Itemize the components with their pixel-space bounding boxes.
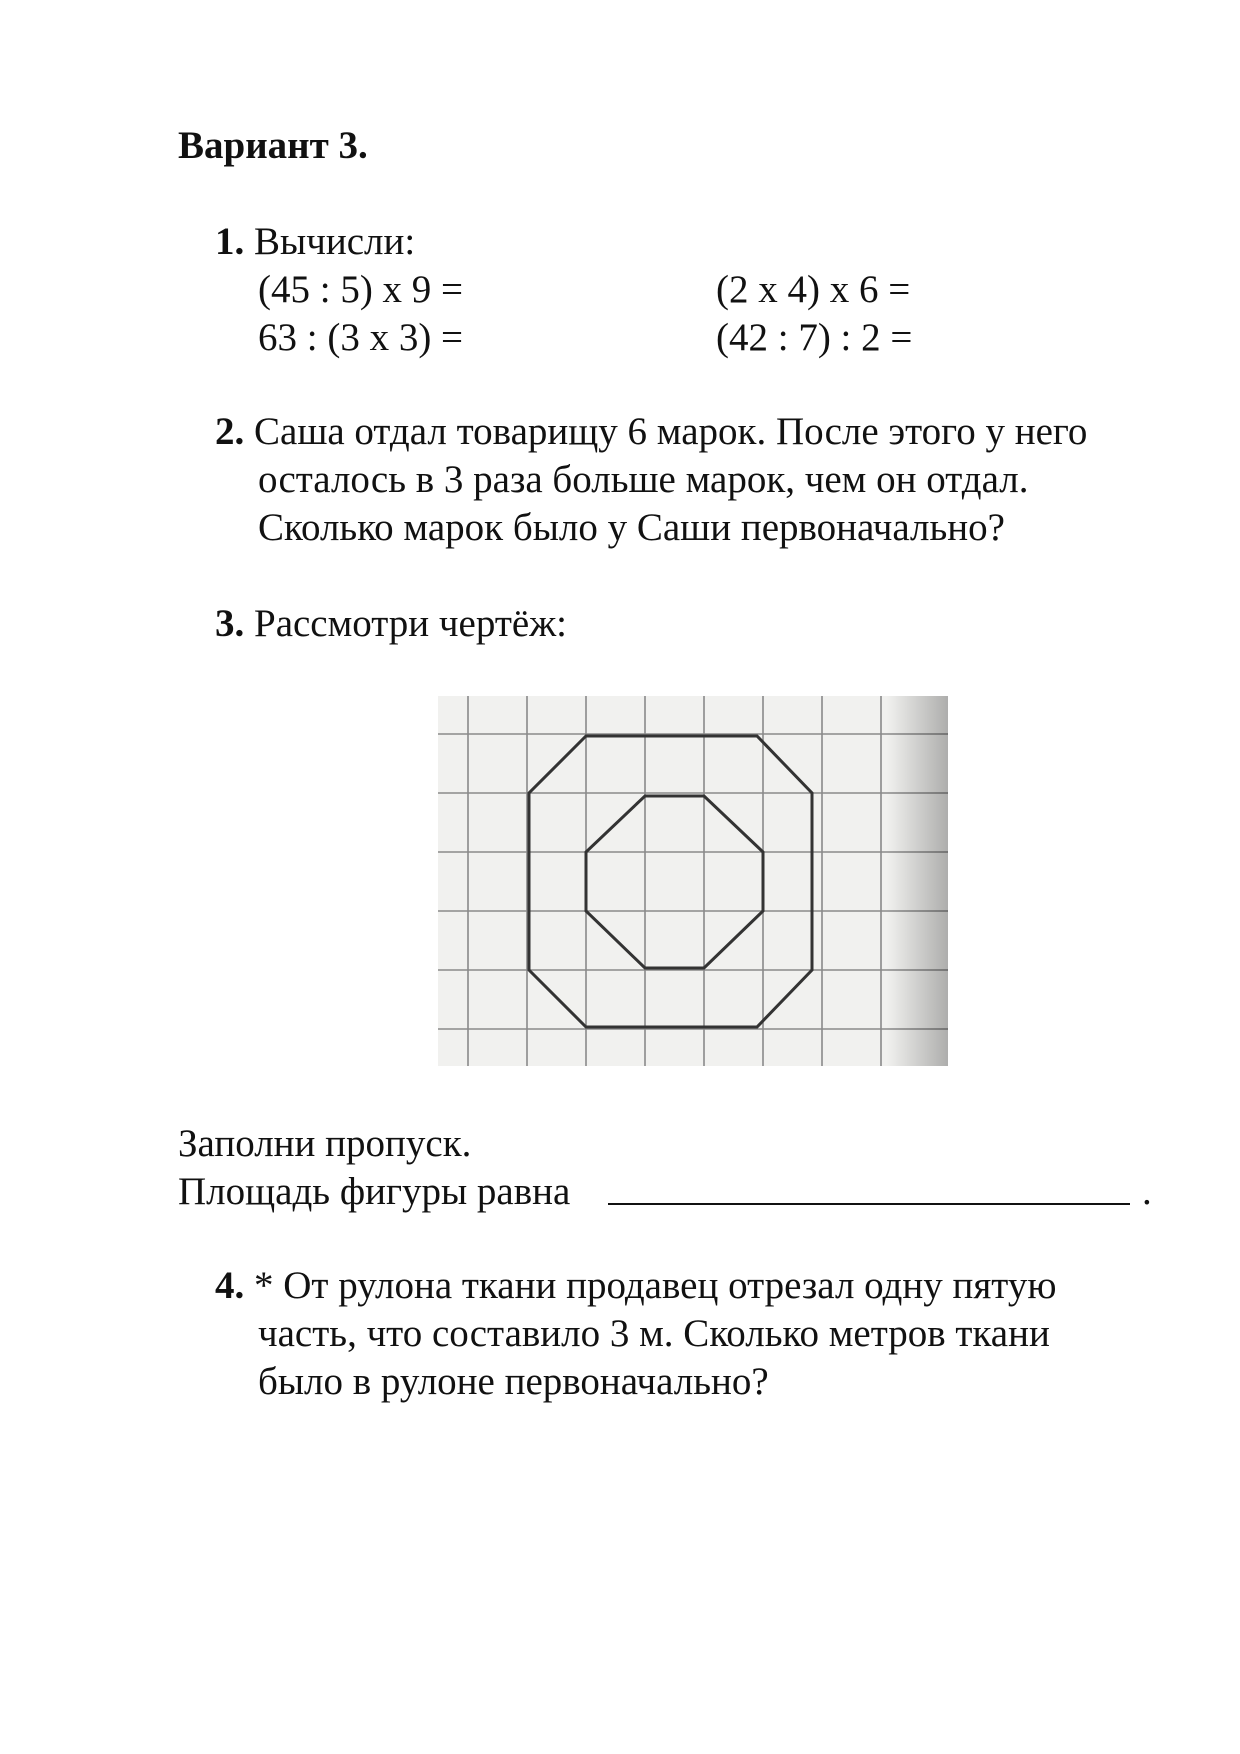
task-4-line-3: было в рулоне первоначально? [258, 1360, 769, 1403]
task-2-text-1: Саша отдал товарищу 6 марок. После этого у него [254, 410, 1088, 453]
task-4-text-1: * От рулона ткани продавец отрезал одну пятую [254, 1264, 1057, 1307]
task-1-number: 1. [215, 220, 245, 263]
task-3-header [215, 600, 567, 648]
task-4-line-1 [215, 1262, 1056, 1310]
task-2-line-2: осталось в 3 раза больше марок, чем он отдал. [258, 458, 1029, 501]
expression-1: (45 : 5) x 9 = [258, 268, 464, 311]
task-2-number: 2. [215, 410, 245, 453]
task-2-line-3: Сколько марок было у Саши первоначально? [258, 506, 1005, 549]
grid-drawing-svg [438, 696, 948, 1066]
answer-blank[interactable] [608, 1203, 1130, 1205]
expression-2: (2 x 4) x 6 = [716, 268, 911, 311]
fill-text: Площадь фигуры равна [178, 1170, 571, 1213]
fill-title: Заполни пропуск. [178, 1122, 472, 1165]
task-3-number: 3. [215, 602, 245, 645]
task-3-prompt: Рассмотри чертёж: [254, 602, 567, 645]
grid-drawing [438, 696, 948, 1066]
expression-3: 63 : (3 x 3) = [258, 316, 464, 359]
variant-title: Вариант 3. [178, 124, 368, 167]
page-shadow [438, 696, 948, 1066]
task-4-number: 4. [215, 1264, 245, 1307]
fill-end: . [1142, 1170, 1152, 1213]
task-1-prompt: Вычисли: [254, 220, 416, 263]
expression-4: (42 : 7) : 2 = [716, 316, 913, 359]
task-4-line-2: часть, что составило 3 м. Сколько метров ткани [258, 1312, 1050, 1355]
task-2-line-1 [215, 408, 1087, 456]
task-1-header [215, 218, 415, 266]
